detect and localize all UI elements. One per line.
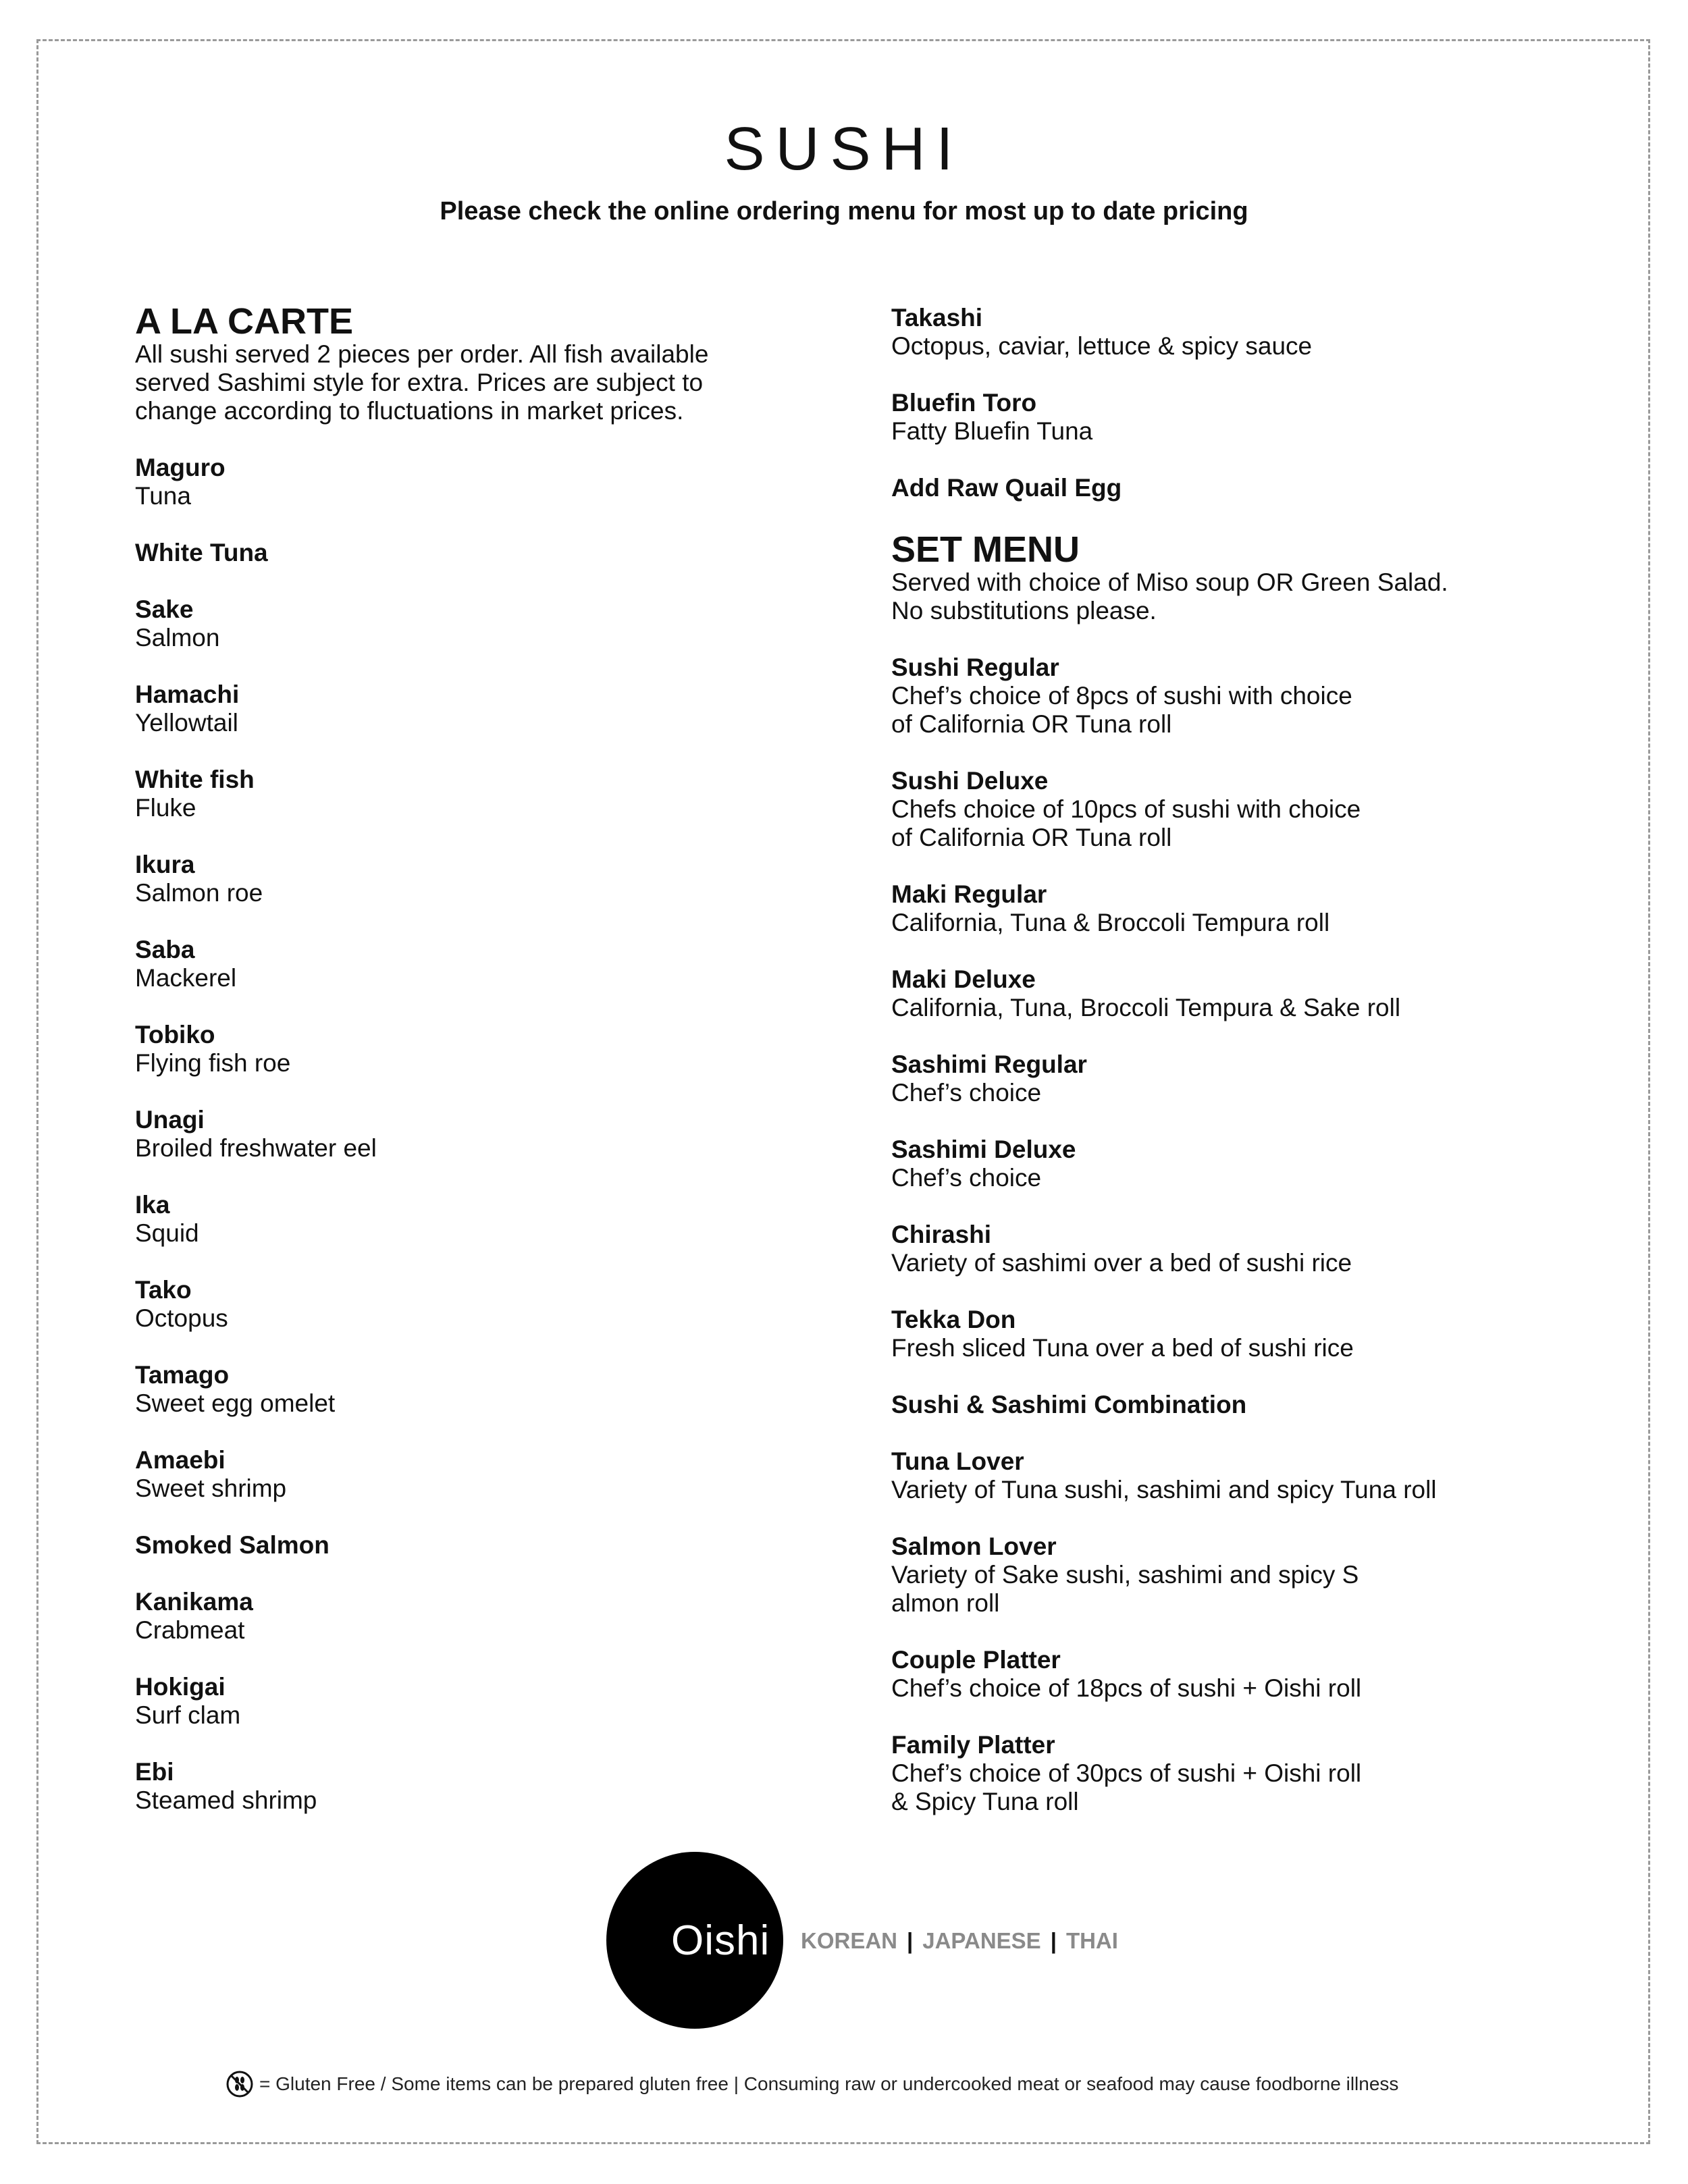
footer-text: = Gluten Free / Some items can be prepared gluten free | Consuming raw or undercooked meat or seafood may cause foodborne illness	[259, 2073, 1399, 2094]
menu-item	[891, 1221, 1566, 1277]
menu-item-name: Salmon Lover	[891, 1533, 1057, 1560]
footer-note	[226, 2070, 1398, 2098]
left-column	[135, 302, 783, 1843]
menu-item	[135, 539, 783, 567]
menu-item	[891, 1136, 1566, 1192]
set-menu-note-line2: No substitutions please.	[891, 597, 1157, 624]
set-menu-heading: SET MENU	[891, 529, 1080, 570]
a-la-carte-list	[135, 454, 783, 1815]
menu-item	[891, 389, 1566, 446]
menu-item-name: Tuna Lover	[891, 1447, 1024, 1475]
menu-item	[891, 474, 1566, 502]
menu-item	[135, 1588, 783, 1645]
menu-item-name: Hamachi	[135, 681, 240, 708]
tagline-separator: |	[907, 1928, 914, 1953]
set-menu-note-line1: Served with choice of Miso soup OR Green Salad.	[891, 568, 1448, 596]
menu-item-name: White Tuna	[135, 539, 268, 566]
menu-item-description: Broiled freshwater eel	[135, 1134, 377, 1162]
menu-item-name: Family Platter	[891, 1731, 1055, 1759]
set-menu-list	[891, 654, 1566, 1816]
menu-item	[135, 681, 783, 737]
menu-item	[891, 880, 1566, 937]
menu-item-description: Salmon roe	[135, 879, 263, 907]
menu-item-description: of California OR Tuna roll	[891, 824, 1172, 851]
menu-item-description: almon roll	[891, 1589, 1000, 1617]
page-title: SUSHI	[724, 115, 964, 183]
menu-item-description: Variety of sashimi over a bed of sushi rice	[891, 1249, 1352, 1277]
menu-item-name: Takashi	[891, 304, 983, 331]
menu-item-name: Smoked Salmon	[135, 1531, 329, 1559]
menu-item-name: Tekka Don	[891, 1306, 1016, 1333]
menu-item-name: Ikura	[135, 851, 195, 878]
menu-item	[135, 1361, 783, 1418]
menu-item	[135, 1673, 783, 1730]
menu-item	[135, 1446, 783, 1503]
menu-item	[135, 1021, 783, 1077]
menu-item-description: Crabmeat	[135, 1616, 245, 1644]
gluten-free-icon	[226, 2070, 254, 2098]
menu-item	[891, 1447, 1566, 1504]
brand-tagline	[801, 1928, 1118, 1954]
menu-item-description: Chefs choice of 10pcs of sushi with choice	[891, 795, 1361, 823]
menu-item	[135, 595, 783, 652]
menu-item-name: Maki Deluxe	[891, 965, 1036, 993]
menu-item	[135, 1191, 783, 1248]
menu-item	[135, 936, 783, 992]
tagline-korean: KOREAN	[801, 1928, 898, 1953]
menu-item-description: Yellowtail	[135, 709, 238, 737]
right-column	[891, 304, 1566, 1844]
menu-item-name: Tamago	[135, 1361, 230, 1389]
menu-item-name: Bluefin Toro	[891, 389, 1037, 417]
menu-item	[135, 766, 783, 822]
menu-item-name: Add Raw Quail Egg	[891, 474, 1122, 502]
menu-item-description: Tuna	[135, 482, 191, 510]
menu-item	[891, 654, 1566, 739]
menu-item-description: Chef’s choice of 8pcs of sushi with choice	[891, 682, 1352, 710]
menu-item-description: Fresh sliced Tuna over a bed of sushi rice	[891, 1334, 1354, 1362]
menu-item-description: Mackerel	[135, 964, 237, 992]
menu-item-description: Fluke	[135, 794, 196, 822]
menu-item	[891, 767, 1566, 852]
menu-item-description: Chef’s choice of 18pcs of sushi + Oishi roll	[891, 1674, 1362, 1702]
menu-item-description: Variety of Sake sushi, sashimi and spicy S	[891, 1561, 1359, 1589]
menu-item	[891, 1533, 1566, 1618]
menu-item	[891, 1391, 1566, 1419]
menu-item-description: Chef’s choice of 30pcs of sushi + Oishi roll	[891, 1759, 1362, 1787]
menu-item-description: Surf clam	[135, 1701, 241, 1729]
menu-item	[135, 454, 783, 510]
menu-item-description: Octopus, caviar, lettuce & spicy sauce	[891, 332, 1313, 360]
a-la-carte-heading: A LA CARTE	[135, 301, 353, 342]
menu-item	[135, 1531, 783, 1560]
menu-item-description: of California OR Tuna roll	[891, 710, 1172, 738]
menu-item-description: Sweet egg omelet	[135, 1389, 336, 1417]
menu-item-name: Kanikama	[135, 1588, 253, 1616]
menu-item-description: California, Tuna & Broccoli Tempura roll	[891, 909, 1330, 936]
logo-text: Oishi	[671, 1917, 770, 1964]
menu-item-description: Variety of Tuna sushi, sashimi and spicy Tuna roll	[891, 1476, 1437, 1503]
menu-item-description: Chef’s choice	[891, 1079, 1042, 1107]
page-subtitle: Please check the online ordering menu for most up to date pricing	[440, 197, 1248, 225]
menu-item-name: Hokigai	[135, 1673, 226, 1701]
menu-item	[891, 1050, 1566, 1107]
menu-item-description: Salmon	[135, 624, 220, 651]
menu-item-description: Octopus	[135, 1304, 228, 1332]
menu-item-description: Steamed shrimp	[135, 1786, 317, 1814]
set-menu-note	[891, 568, 1566, 625]
menu-item	[891, 1646, 1566, 1703]
menu-item-description: Flying fish roe	[135, 1049, 291, 1077]
menu-item-name: Sushi & Sashimi Combination	[891, 1391, 1247, 1418]
menu-item-description: & Spicy Tuna roll	[891, 1788, 1079, 1815]
menu-item	[891, 1306, 1566, 1362]
menu-item	[891, 304, 1566, 361]
menu-item-description: Squid	[135, 1219, 199, 1247]
menu-item-name: White fish	[135, 766, 255, 793]
menu-item	[135, 1758, 783, 1815]
menu-item-name: Maguro	[135, 454, 226, 481]
oishi-logo	[606, 1852, 783, 2029]
menu-item-name: Tako	[135, 1276, 192, 1304]
menu-item	[891, 965, 1566, 1022]
tagline-separator: |	[1050, 1928, 1057, 1953]
menu-item-description: Sweet shrimp	[135, 1474, 287, 1502]
menu-item	[135, 851, 783, 907]
menu-item-name: Saba	[135, 936, 195, 963]
menu-item-description: Chef’s choice	[891, 1164, 1042, 1192]
menu-item	[135, 1276, 783, 1333]
menu-item-name: Sashimi Deluxe	[891, 1136, 1076, 1163]
menu-item-name: Maki Regular	[891, 880, 1047, 908]
a-la-carte-continued-list	[891, 304, 1566, 502]
menu-item-name: Unagi	[135, 1106, 205, 1134]
tagline-thai: THAI	[1065, 1928, 1118, 1953]
tagline-japanese: JAPANESE	[922, 1928, 1041, 1953]
menu-item-name: Sushi Deluxe	[891, 767, 1049, 795]
menu-item	[135, 1106, 783, 1163]
menu-item-name: Chirashi	[891, 1221, 992, 1248]
menu-item-name: Couple Platter	[891, 1646, 1061, 1674]
menu-item-name: Sashimi Regular	[891, 1050, 1087, 1078]
menu-item	[891, 1731, 1566, 1816]
a-la-carte-note: All sushi served 2 pieces per order. All fish available served Sashimi style for extra. Prices are subject to change according to fluctuations in market prices.	[135, 340, 709, 425]
menu-item-name: Sushi Regular	[891, 654, 1059, 681]
menu-item-name: Tobiko	[135, 1021, 215, 1048]
menu-item-description: Fatty Bluefin Tuna	[891, 417, 1093, 445]
menu-item-name: Ika	[135, 1191, 170, 1219]
menu-item-name: Amaebi	[135, 1446, 226, 1474]
menu-item-description: California, Tuna, Broccoli Tempura & Sake roll	[891, 994, 1401, 1021]
menu-item-name: Sake	[135, 595, 194, 623]
menu-item-name: Ebi	[135, 1758, 174, 1786]
